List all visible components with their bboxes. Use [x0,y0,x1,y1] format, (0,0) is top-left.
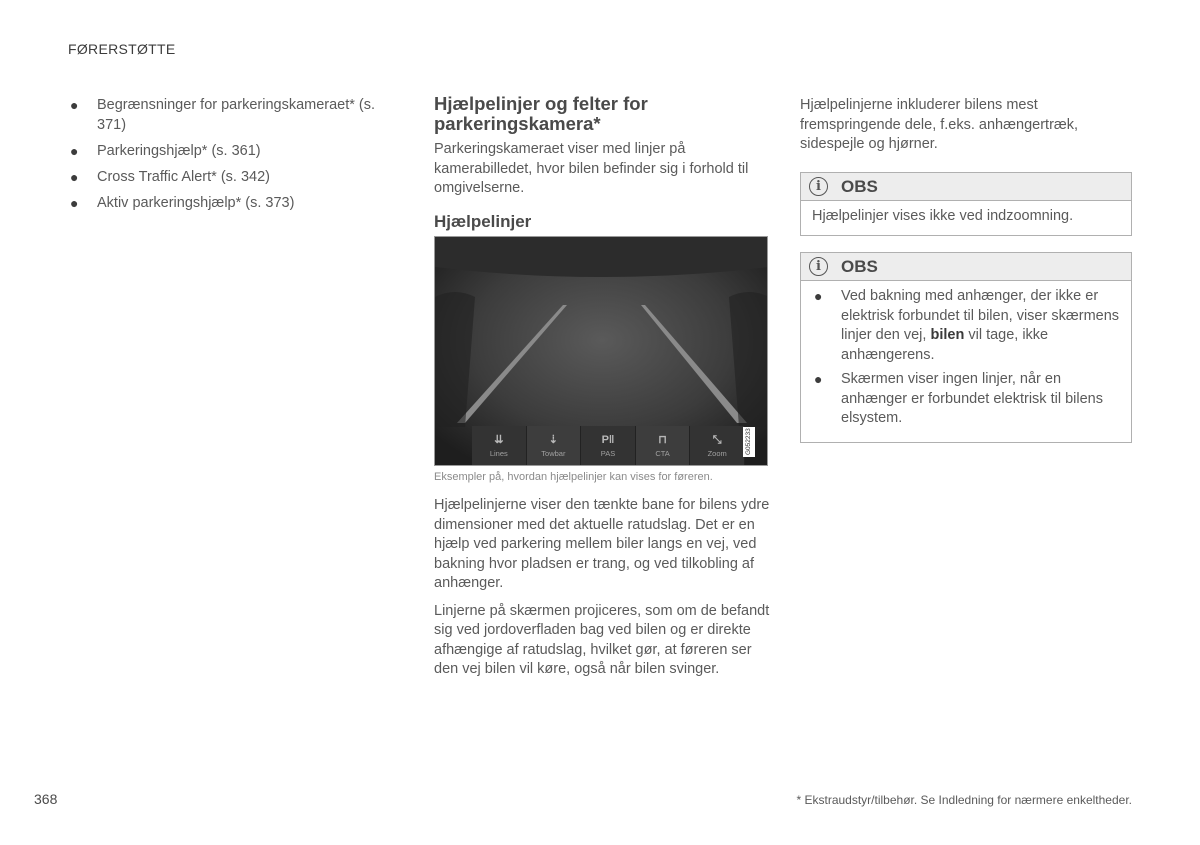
towbar-button[interactable]: ⇣ Towbar [527,426,582,466]
subsection-title: Hjælpelinjer [434,211,532,231]
lines-button[interactable]: ⇊ Lines [472,426,527,466]
lines-icon: ⇊ [494,434,504,446]
list-item[interactable]: ● Aktiv parkeringshjælp* (s. 373) [70,194,295,211]
obs-text: Hjælpelinjer vises ikke ved indzoomning. [812,208,1074,224]
right-column [800,96,1132,155]
main-section [434,94,774,232]
page-number: 368 [34,791,58,807]
image-code: G052233 [743,427,755,457]
obs-header [801,253,1131,281]
obs-title: OBS [841,176,878,196]
towbar-icon: ⇣ [548,434,558,446]
list-item[interactable]: ● Parkeringshjælp* (s. 361) [70,142,261,159]
chapter-header: FØRERSTØTTE [68,41,176,57]
image-caption: Eksempler på, hvordan hjælpelinjer kan vises for føreren. [434,471,713,483]
parking-assist-icon: P‖ [601,434,615,446]
obs-list [801,281,1131,442]
list-item: ● Ved bakning med anhænger, der ikke er elektrisk forbundet til bilen, viser skærmens linjer den vej, bilen vil tage, ikke anhængerens. [814,288,1120,363]
info-icon: i [809,257,828,276]
related-links [68,96,388,220]
section-title: Hjælpelinjer og felter for parkeringskamera* [434,93,648,134]
cta-button[interactable]: ⊓ CTA [636,426,691,466]
info-icon: i [809,177,828,196]
zoom-button[interactable]: ⤡ Zoom [690,426,745,466]
camera-toolbar [472,426,745,466]
body-paragraph: Hjælpelinjerne viser den tænkte bane for bilens ydre dimensioner med det aktuelle ratudslag. Det er en hjælp ved parkering mellem biler langs en vej, ved bakning hvor pladsen er trang, og ved tilkobling af anhænger. [434,497,770,591]
list-item[interactable]: ● Cross Traffic Alert* (s. 342) [70,168,270,185]
cross-traffic-icon: ⊓ [658,434,667,446]
obs-header [801,173,1131,201]
zoom-icon: ⤡ [712,434,722,446]
right-intro: Hjælpelinjerne inkluderer bilens mest fremspringende dele, f.eks. anhængertræk, sidespejle og hjørner. [800,97,1079,152]
obs-note-2 [800,252,1132,443]
footnote: * Ekstraudstyr/tilbehør. Se Indledning for nærmere enkeltheder. [796,793,1132,807]
body-paragraph: Linjerne på skærmen projiceres, som om de befandt sig ved jordoverfladen bag ved bilen og er direkte afhængige af ratudslag, hvilket gør, at føreren ser den vej bilen vil køre, også når bilen svinger. [434,602,770,677]
list-item: ● Skærmen viser ingen linjer, når en anhænger er forbundet elektrisk til bilens elsystem. [814,371,1103,426]
pas-button[interactable]: P‖ PAS [581,426,636,466]
obs-title: OBS [841,256,878,276]
list-item[interactable]: ● Begrænsninger for parkeringskameraet* (s. 371) [70,97,376,133]
camera-view-image [434,236,768,466]
intro-paragraph: Parkeringskameraet viser med linjer på kamerabilledet, hvor bilen befinder sig i forhold til omgivelserne. [434,141,749,196]
obs-note-1 [800,172,1132,236]
body-text [434,496,774,688]
